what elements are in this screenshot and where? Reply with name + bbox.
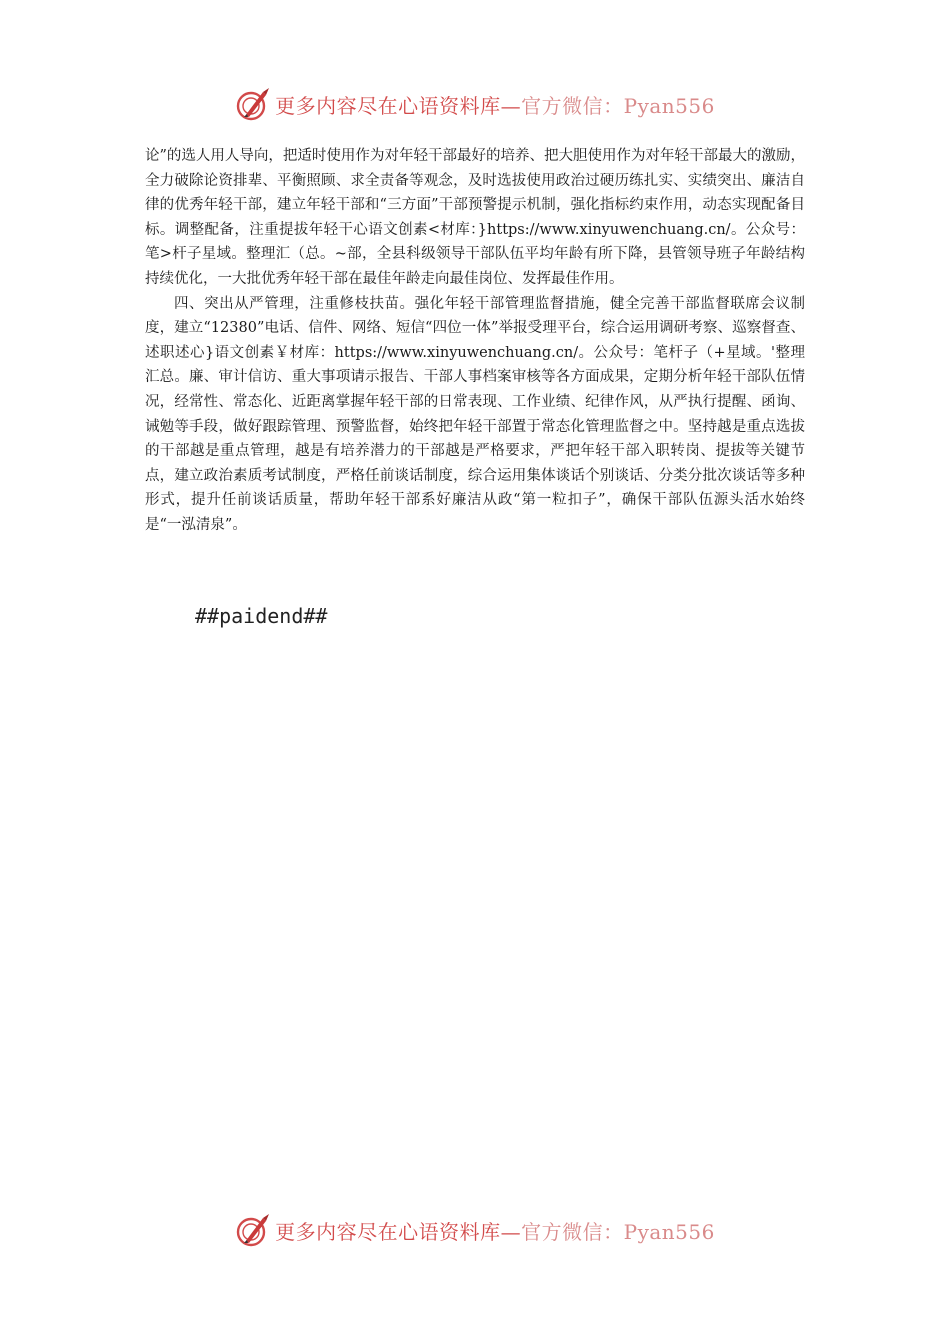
- footer-banner-wechat: 官方微信：Pyan556: [521, 1219, 715, 1244]
- quill-pen-logo-icon: [235, 1212, 271, 1248]
- footer-banner: [0, 1208, 950, 1252]
- footer-banner-main: 更多内容尽在心语资料库—: [275, 1219, 522, 1244]
- footer-banner-text: [275, 1216, 715, 1245]
- paragraph-1: 论”的选人用人导向，把适时使用作为对年轻干部最好的培养、把大胆使用作为对年轻干部最大的激励，全力破除论资排辈、平衡照顾、求全责备等观念，及时选拔使用政治过硬历练扎实、实绩突出、廉洁自律的优秀年轻干部，建立年轻干部和“三方面”干部预警提示机制，强化指标约束作用，动态实现配备目标。调整配备，注重提拔年轻干心语文创素<材库：}https://www.xinyuwenchuang.cn/。公众号：笔>杆子星域。整理汇（总。~部，全县科级领导干部队伍平均年龄有所下降，县管领导班子年龄结构持续优化，一大批优秀年轻干部在最佳年龄走向最佳岗位、发挥最佳作用。: [145, 148, 805, 287]
- header-banner-main: 更多内容尽在心语资料库—: [275, 93, 522, 118]
- paragraph-2: 四、突出从严管理，注重修枝扶苗。强化年轻干部管理监督措施，健全完善干部监督联席会议制度，建立“12380”电话、信件、网络、短信“四位一体”举报受理平台，综合运用调研考察、巡察督查、述职述心}语文创素￥材库：https://www.xinyuwenchuang.cn/。公众号：笔杆子（+星域。'整理汇总。廉、审计信访、重大事项请示报告、干部人事档案审核等各方面成果，定期分析年轻干部队伍情况，经常性、常态化、近距离掌握年轻干部的日常表现、工作业绩、纪律作风，从严执行提醒、函询、诫勉等手段，做好跟踪管理、预警监督，始终把年轻干部置于常态化管理监督之中。坚持越是重点选拔的干部越是重点管理，越是有培养潜力的干部越是严格要求，严把年轻干部入职转岗、提拔等关键节点，建立政治素质考试制度，严格任前谈话制度，综合运用集体谈话个别谈话、分类分批次谈话等多种形式，提升任前谈话质量，帮助年轻干部系好廉洁从政“第一粒扣子”，确保干部队伍源头活水始终是“一泓清泉”。: [145, 295, 805, 533]
- header-banner-wechat: 官方微信：Pyan556: [521, 93, 715, 118]
- paidend-marker: ##paidend##: [195, 604, 328, 628]
- header-banner-text: [275, 90, 715, 119]
- header-banner: [0, 82, 950, 126]
- document-body: [145, 144, 805, 538]
- quill-pen-logo-icon: [235, 86, 271, 122]
